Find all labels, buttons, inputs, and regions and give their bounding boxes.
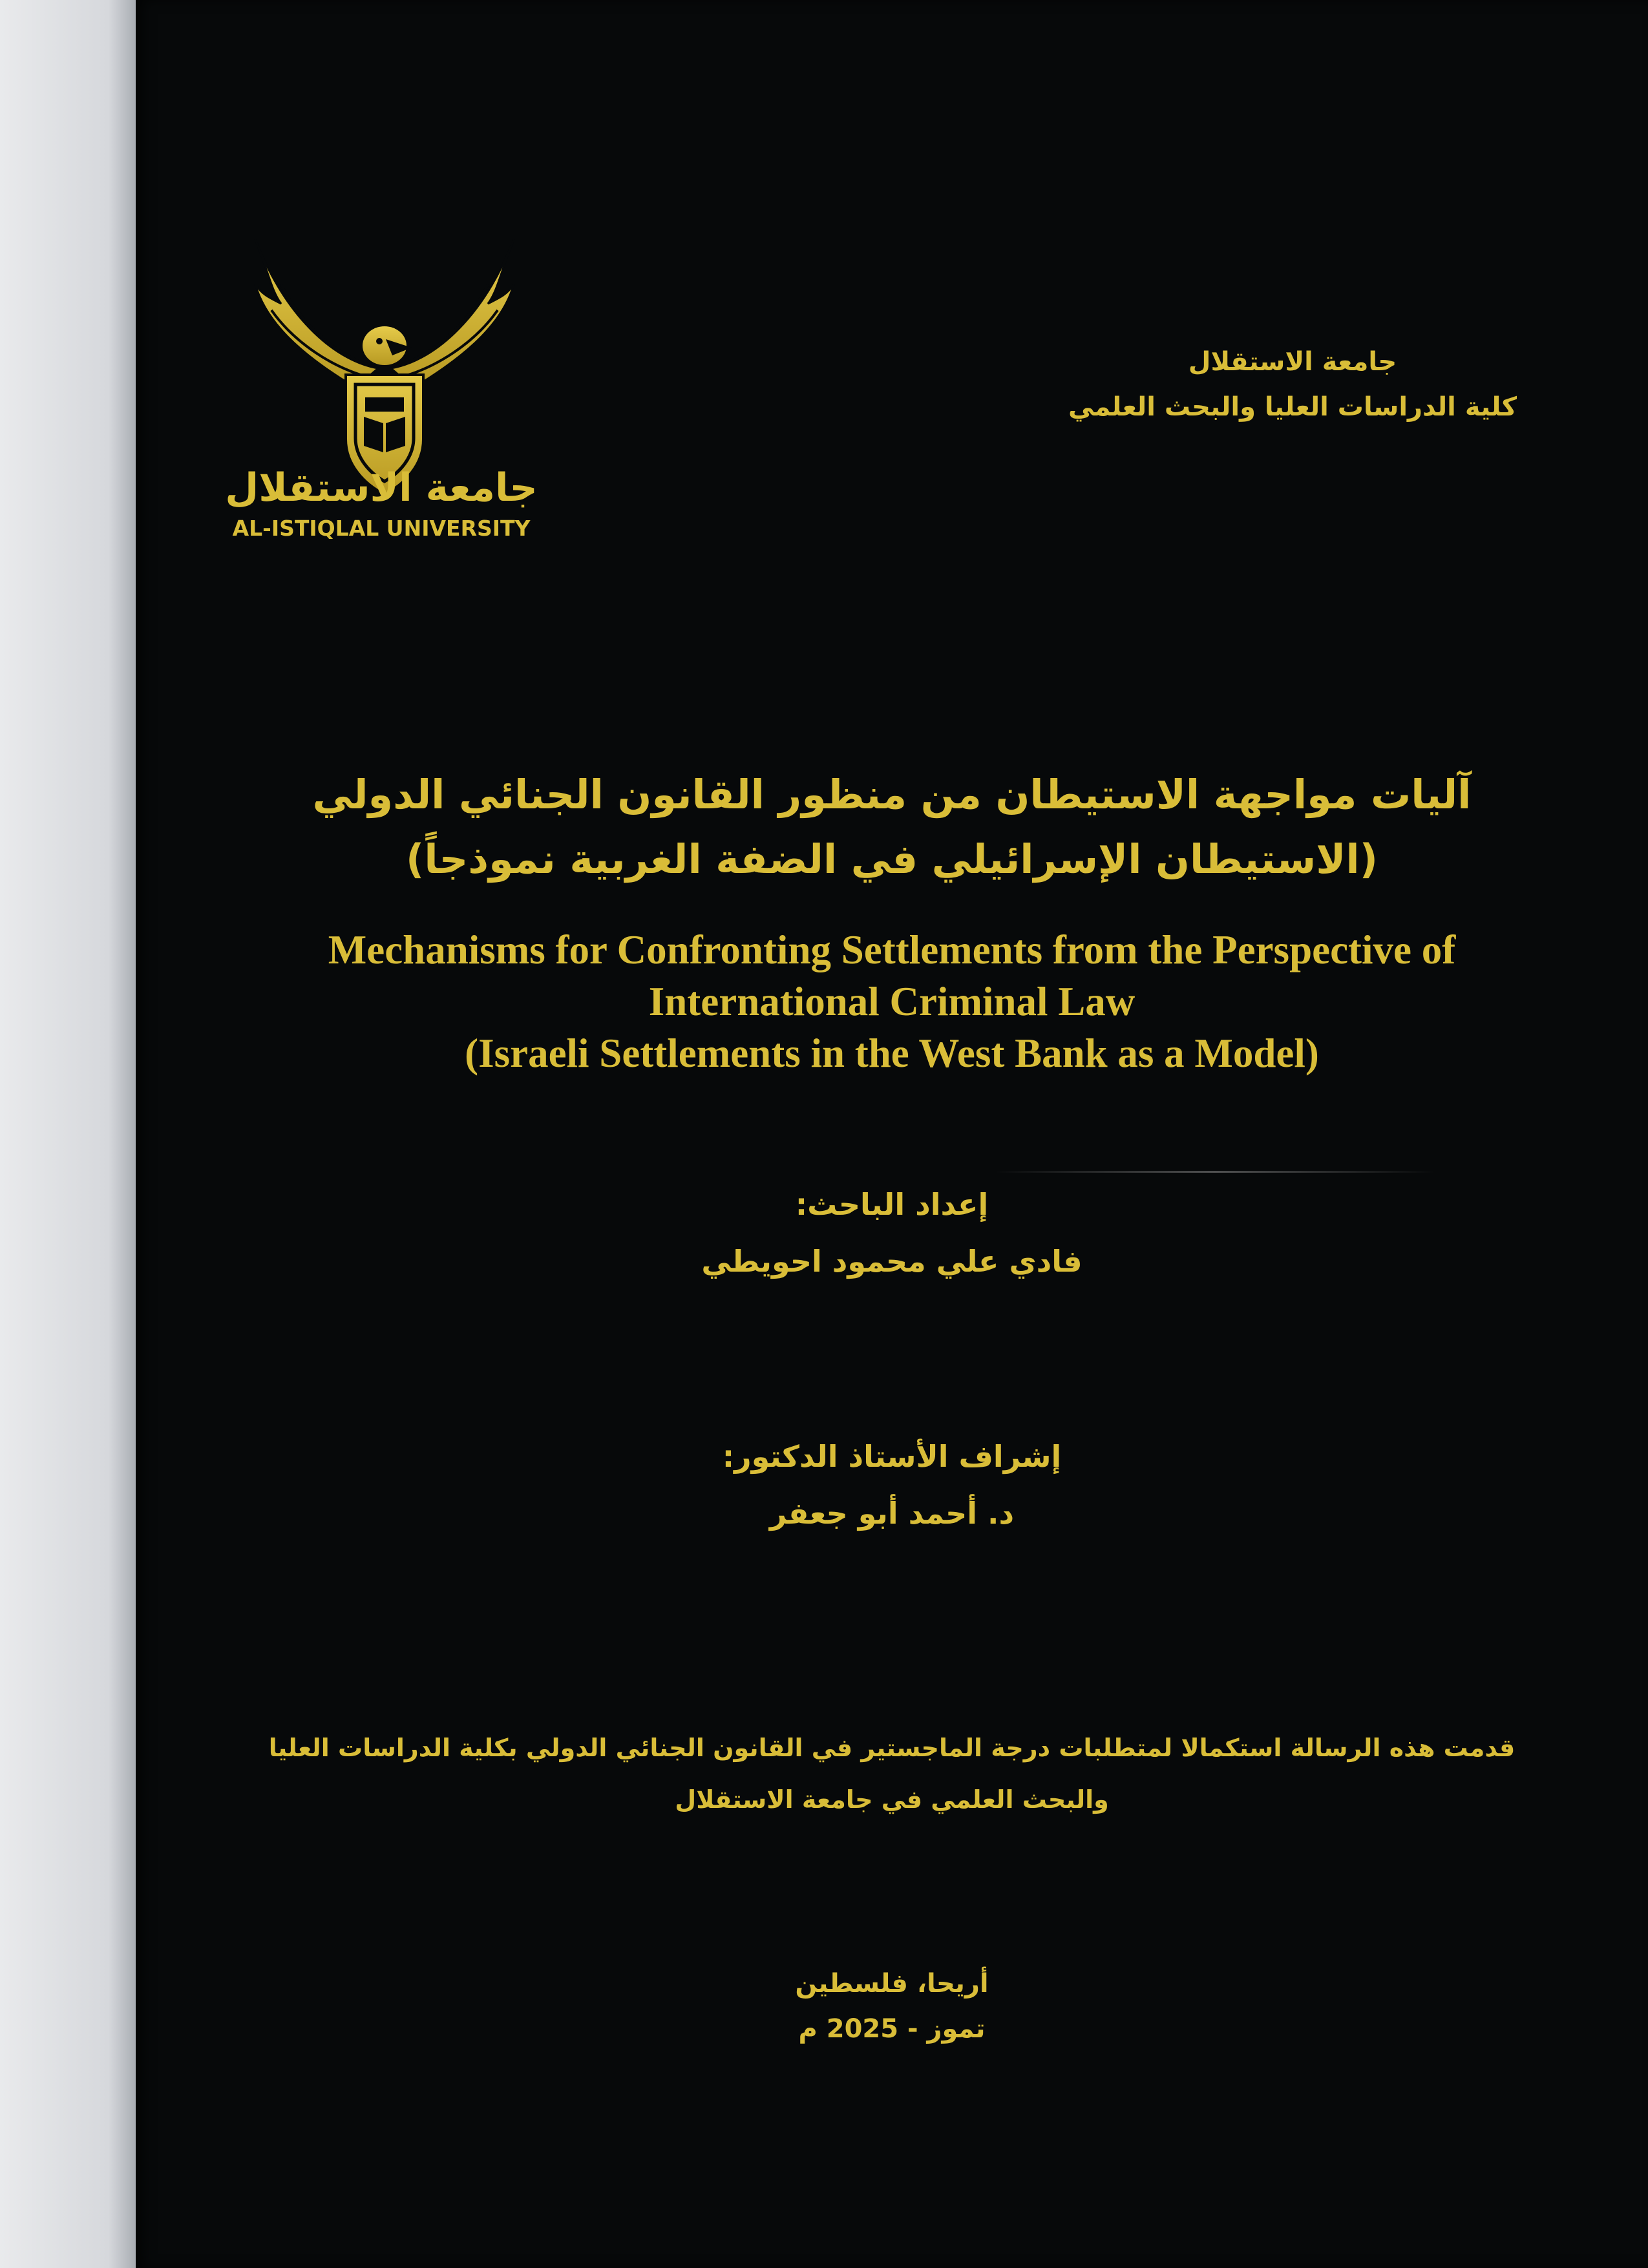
place-location: أريحا، فلسطين xyxy=(795,1969,989,1999)
supervisor-label: إشراف الأستاذ الدكتور: xyxy=(722,1439,1062,1474)
place-date: تموز - 2025 م xyxy=(798,2014,986,2044)
title-english-line-3: (Israeli Settlements in the West Bank as a Model) xyxy=(465,1031,1319,1076)
submission-line-1: قدمت هذه الرسالة استكمالا لمتطلبات درجة الماجستير في القانون الجنائي الدولي بكلية الدراسات العليا xyxy=(268,1734,1516,1762)
title-english xyxy=(213,924,1570,1079)
supervisor-block xyxy=(136,1428,1648,1542)
submission-statement xyxy=(136,1722,1648,1825)
logo-arabic-name: جامعة الاستقلال xyxy=(225,465,538,510)
institution-block xyxy=(1047,339,1538,430)
scan-margin xyxy=(0,0,136,2268)
researcher-block xyxy=(136,1176,1648,1290)
title-english-line-1: Mechanisms for Confronting Settlements from the Perspective of xyxy=(328,927,1456,972)
place-date-block xyxy=(136,1961,1648,2052)
researcher-label: إعداد الباحث: xyxy=(795,1187,989,1222)
title-arabic-line-2: (الاستيطان الإسرائيلي في الضفة الغربية نموذجاً) xyxy=(406,835,1378,883)
researcher-name: فادي علي محمود احويطي xyxy=(701,1244,1083,1279)
supervisor-name: د. أحمد أبو جعفر xyxy=(769,1496,1015,1531)
submission-line-2: والبحث العلمي في جامعة الاستقلال xyxy=(675,1785,1109,1814)
title-english-line-2: International Criminal Law xyxy=(648,979,1136,1024)
logo-english-name: AL-ISTIQLAL UNIVERSITY xyxy=(232,516,531,541)
university-name: جامعة الاستقلال xyxy=(1188,347,1397,377)
eagle-emblem-icon xyxy=(242,233,527,504)
title-arabic-line-1: آليات مواجهة الاستيطان من منظور القانون الجنائي الدولي xyxy=(312,771,1472,818)
divider xyxy=(995,1171,1435,1173)
title-arabic xyxy=(136,762,1648,892)
faculty-name: كلية الدراسات العليا والبحث العلمي xyxy=(1068,392,1517,422)
